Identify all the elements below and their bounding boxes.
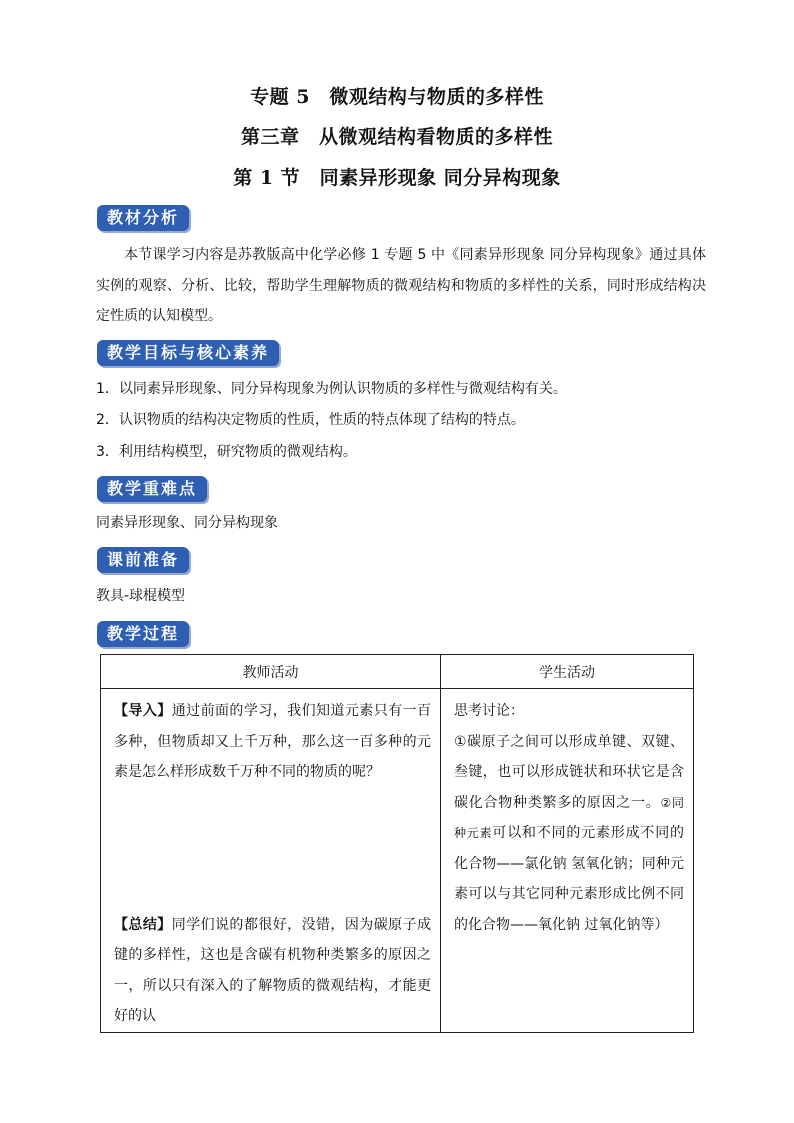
chapter-title: 第三章 从微观结构看物质的多样性	[240, 126, 553, 148]
section-title: 第 1 节 同素异形现象 同分异构现象	[233, 167, 561, 189]
badge-goals: 教学目标与核心素养	[97, 340, 279, 366]
summary-tag: 【总结】	[114, 916, 172, 933]
student-activity-cell	[441, 689, 694, 1033]
student-heading: 思考讨论：	[454, 703, 524, 719]
table-header-row	[101, 655, 694, 689]
badge-process: 教学过程	[97, 621, 189, 647]
badge-analysis: 教材分析	[97, 205, 189, 231]
preparation-text: 教具-球棍模型	[96, 588, 186, 604]
goal-item-1: 1．以同素异形现象、同分异构现象为例认识物质的多样性与微观结构有关。	[96, 381, 567, 397]
goal-item-2: 2．认识物质的结构决定物质的性质，性质的特点体现了结构的特点。	[96, 412, 525, 428]
teacher-activity-cell	[101, 689, 441, 1033]
intro-text: 通过前面的学习，我们知道元素只有一百多种，但物质却又上千万种，那么这一百多种的元素是怎么样形成数千万种不同的物质的呢？	[114, 703, 432, 780]
analysis-paragraph: 本节课学习内容是苏教版高中化学必修 1 专题 5 中《同素异形现象 同分异构现象》通过具体实例的观察、分析、比较，帮助学生理解物质的微观结构和物质的多样性的关系，同时形成结构决定性质的认知模型。	[96, 247, 706, 324]
keypoints-text: 同素异形现象、同分异构现象	[96, 515, 278, 531]
teacher-summary	[114, 910, 431, 1032]
header-student-activity: 学生活动	[441, 655, 694, 689]
goal-item-3: 3．利用结构模型，研究物质的微观结构。	[96, 444, 357, 460]
intro-tag: 【导入】	[114, 703, 172, 719]
badge-keypoints: 教学重难点	[97, 476, 207, 502]
header-teacher-activity: 教师活动	[101, 655, 441, 689]
topic-title: 专题 5 微观结构与物质的多样性	[250, 86, 544, 108]
teacher-intro	[114, 696, 431, 788]
student-point-1: ①碳原子之间可以形成单键、双键、叁键，也可以形成链状和环状它是含碳化合物种类繁多的原因之一。	[454, 733, 684, 811]
student-point-2-mark: ②同种元素	[454, 795, 685, 840]
badge-preparation: 课前准备	[97, 547, 189, 573]
table-row	[101, 689, 694, 1033]
student-point-2: 可以和不同的元素形成不同的化合物——氯化钠 氢氧化钠；同种元素可以与其它同种元素形成比例不同的化合物——氧化钠 过氧化钠等）	[454, 825, 684, 933]
student-discussion	[454, 727, 684, 941]
blank-space	[114, 788, 431, 910]
summary-text: 同学们说的都很好，没错，因为碳原子成键的多样性，这也是含碳有机物种类繁多的原因之一，所以只有深入的了解物质的微观结构，才能更好的认	[114, 916, 432, 1024]
teaching-process-table	[100, 654, 694, 1033]
